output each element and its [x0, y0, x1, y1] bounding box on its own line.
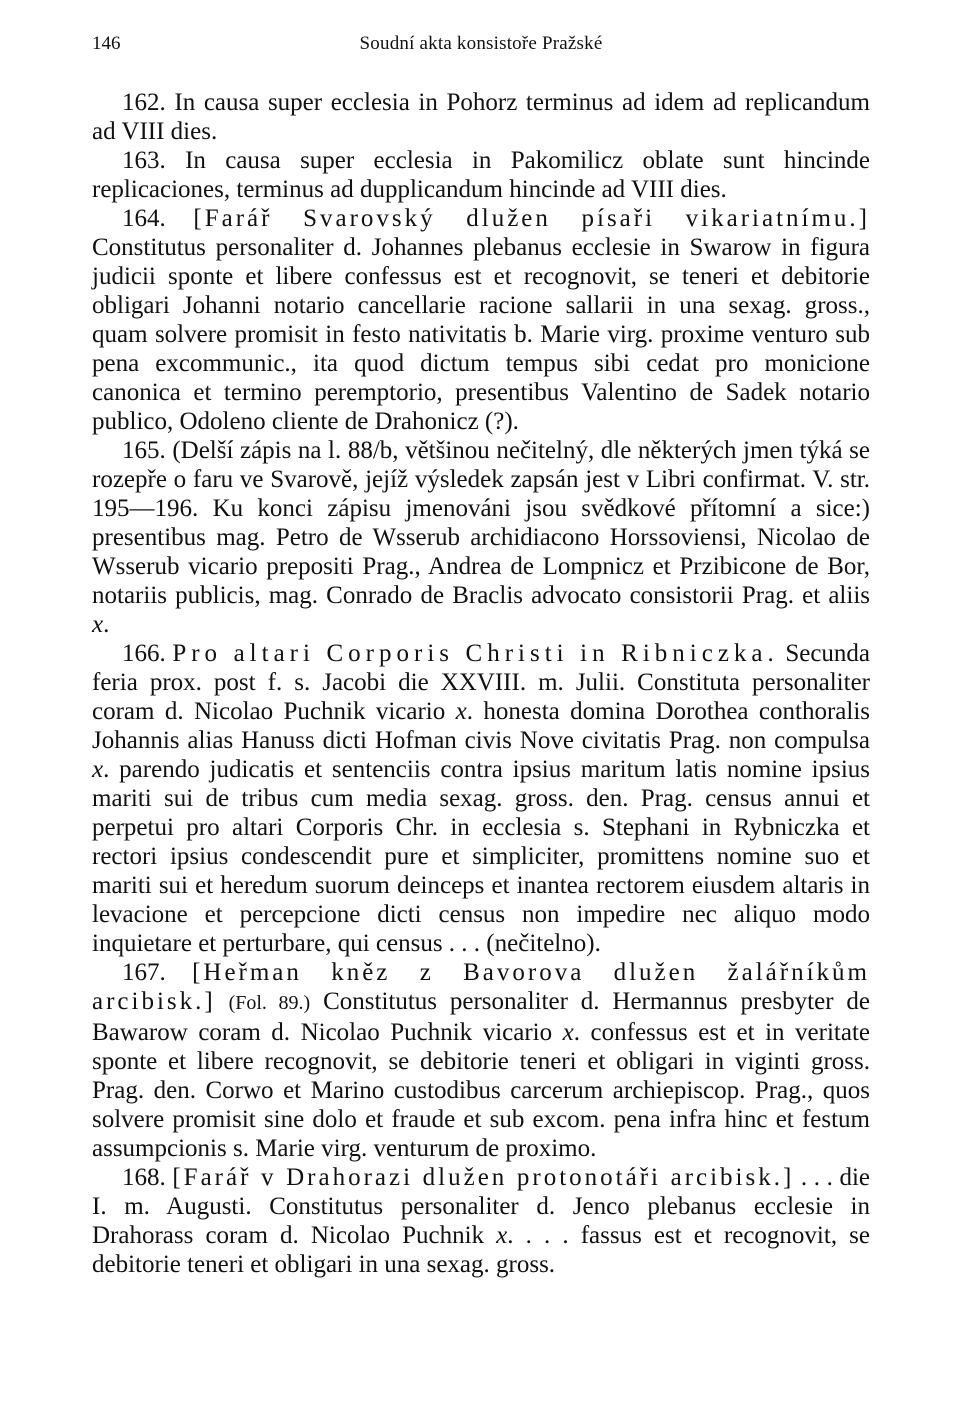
abbreviation-mark: x — [562, 1019, 574, 1046]
entry-heading: [Farář Svarovský dlužen písaři vikariatnímu.] — [193, 205, 870, 232]
document-page — [92, 28, 870, 1279]
running-title: Soudní akta konsistoře Pražské — [359, 33, 603, 54]
running-header — [92, 28, 870, 60]
entry-165 — [92, 436, 870, 639]
entry-text: . parendo judicatis et sentenciis contra ipsius maritum latis nomine ipsius mariti sui de tribus cum media sexag. gross. den. Prag. census annui et perpetui pro altari Corporis Chr. in ecclesia s. Stephani in Rybniczka et rectori ipsius condescendit pure et simpliciter, promittens nomine suo et mariti sui et heredum suorum deinceps et inantea rectorem eiusdem altaris in levacione et percepcione dicti census non impedire nec aliquo modo inquietare et perturbare, qui census . . . (nečitelno). — [92, 756, 870, 957]
entry-167 — [92, 958, 870, 1163]
entry-text: . honesta domina Dorothea conthoralis Johannis alias Hanuss dicti Hofman civis Nove civitatis Prag. non compulsa — [92, 698, 870, 754]
entry-text: In causa super ecclesia in Pohorz terminus ad idem ad replicandum ad VIII dies. — [92, 89, 870, 145]
entry-heading: Pro altari Corporis Christi in Ribniczka. — [172, 640, 779, 667]
abbreviation-mark: x — [496, 1222, 508, 1249]
page-number: 146 — [92, 33, 121, 54]
abbreviation-mark: x — [455, 698, 467, 725]
entry-text: (Delší zápis na l. 88/b, většinou nečitelný, dle některých jmen týká se rozepře o faru ve Svarově, jejíž výsledek zapsán jest v Libri confirmat. V. str. 195—196. Ku konci zápisu jmenováni jsou svědkové přítomní a sice:) presentibus mag. Petro de Wsserub archidiacono Horssoviensi, Nicolao de Wsserub vicario prepositi Prag., Andrea de Lompnicz et Przibicone de Bor, notariis publicis, mag. Conrado de Braclis advocato consistorii Prag. et aliis — [92, 437, 870, 609]
entry-number: 162. — [122, 89, 166, 116]
entry-text: Constitutus personaliter d. Johannes plebanus ecclesie in Swarow in figura judicii sponte et libere confessus est et recognovit, se teneri et debitorie obligari Johanni notario cancellarie racione sallarii in una sexag. gross., quam solvere promisit in festo nativitatis b. Marie virg. proxime venturo sub pena excommunic., ita quod dictum tempus sibi cedat pro monicione canonica et termino peremptorio, presentibus Valentino de Sadek notario publico, Odoleno cliente de Drahonicz (?). — [92, 234, 870, 435]
entry-heading: [Farář v Drahorazi dlužen protonotáři arcibisk.] — [172, 1164, 795, 1191]
document-body — [92, 88, 870, 1279]
entry-number: 163. — [122, 147, 166, 174]
entry-heading: [Heřman kněz z Bavorova dlužen žalářníkům arcibisk.] — [92, 959, 870, 1015]
entry-164 — [92, 204, 870, 436]
entry-number: 166. — [122, 640, 166, 667]
entry-number: 167. — [122, 959, 166, 986]
entry-text-end: . — [103, 611, 110, 638]
entry-number: 165. — [122, 437, 166, 464]
entry-text: Constitutus personaliter d. Hermannus presbyter de Bawarow coram d. Nicolao Puchnik vicario — [92, 988, 870, 1046]
entry-text: . . . . fassus est et recognovit, se debitorie teneri et obligari in una sexag. gross. — [92, 1222, 871, 1278]
abbreviation-mark: x — [92, 611, 104, 638]
entry-162 — [92, 88, 870, 146]
entry-168 — [92, 1163, 870, 1279]
entry-text: In causa super ecclesia in Pakomilicz oblate sunt hincinde replicaciones, terminus ad dupplicandum hincinde ad VIII dies. — [92, 147, 871, 203]
entry-text: . . . die I. m. Augusti. Constitutus personaliter d. Jenco plebanus ecclesie in Drahorass coram d. Nicolao Puchnik — [92, 1164, 871, 1249]
entry-166 — [92, 639, 870, 958]
entry-163 — [92, 146, 870, 204]
abbreviation-mark: x — [92, 756, 104, 783]
entry-text: . confessus est et in veritate sponte et libere recognovit, se debitorie teneri et obligari in viginti gross. Prag. den. Corwo et Marino custodibus carcerum archiepiscop. Prag., quos solvere promisit sine dolo et fraude et sub excom. pena infra hinc et festum assumpcionis s. Marie virg. venturum de proximo. — [92, 1019, 871, 1162]
entry-number: 168. — [122, 1164, 166, 1191]
entry-text: Secunda feria prox. post f. s. Jacobi die XXVIII. m. Julii. Constituta personaliter coram d. Nicolao Puchnik vicario — [92, 640, 871, 725]
entry-number: 164. — [122, 205, 166, 232]
folio-reference: (Fol. 89.) — [228, 992, 311, 1014]
